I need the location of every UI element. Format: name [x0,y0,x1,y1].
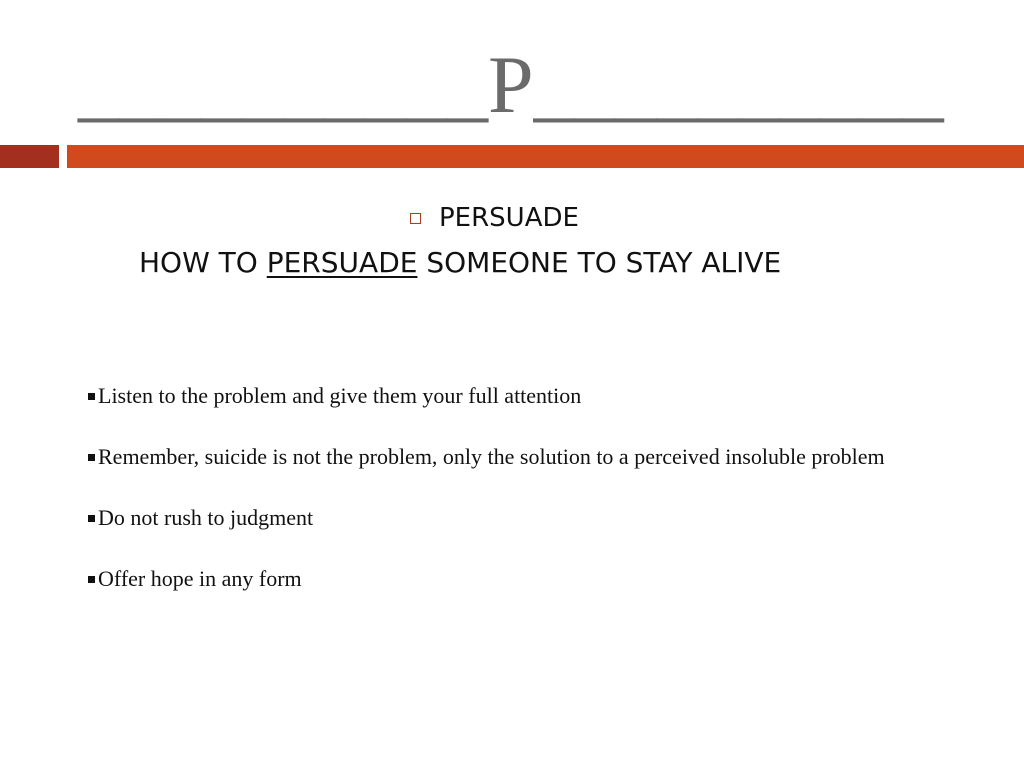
square-bullet-icon [410,213,421,224]
bullet-list [88,380,948,624]
subtitle-line-2 [139,246,781,279]
bullet-text: Offer hope in any form [98,566,302,591]
bullet-text: Listen to the problem and give them your full attention [98,383,582,408]
subtitle-underlined-word: PERSUADE [266,246,418,279]
bullet-item [88,563,948,594]
bullet-text: Do not rush to judgment [98,505,314,530]
title-bar-accent [67,145,1024,168]
bullet-item [88,380,948,411]
slide-title: __________P__________ [78,39,944,130]
title-bar-dark [0,145,59,168]
filled-square-bullet-icon [88,576,95,583]
subtitle-line-1 [410,198,579,238]
subtitle-prefix: HOW TO [139,246,267,279]
bullet-item [88,441,948,472]
subtitle-suffix: SOMEONE TO STAY ALIVE [417,246,782,279]
bullet-text: Remember, suicide is not the problem, only the solution to a perceived insoluble problem [98,444,885,469]
bullet-item [88,502,948,533]
filled-square-bullet-icon [88,393,95,400]
filled-square-bullet-icon [88,515,95,522]
filled-square-bullet-icon [88,454,95,461]
subtitle-keyword: PERSUADE [439,203,579,233]
